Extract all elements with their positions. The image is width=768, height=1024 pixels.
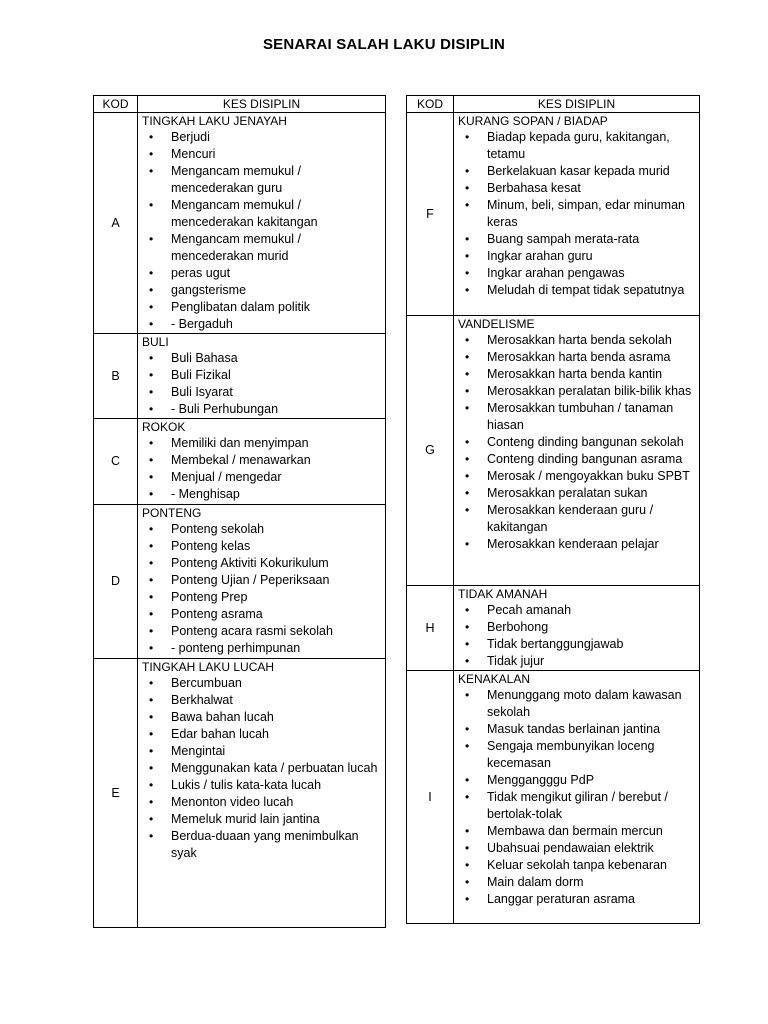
list-item: • Merosakkan harta benda sekolah — [458, 332, 695, 349]
list-item: • Ponteng asrama — [142, 606, 381, 623]
column-header-kod: KOD — [94, 96, 138, 113]
list-item: • Langgar peraturan asrama — [458, 891, 695, 908]
list-item: • Tidak mengikut giliran / berebut / bertolak-tolak — [458, 789, 695, 823]
list-item: • Tidak bertanggungjawab — [458, 636, 695, 653]
list-item: • Memiliki dan menyimpan — [142, 435, 381, 452]
table-row — [407, 586, 700, 671]
list-item: • Mengintai — [142, 743, 381, 760]
case-cell — [454, 586, 700, 671]
list-item: • - Bergaduh — [142, 316, 381, 333]
list-item: • Biadap kepada guru, kakitangan, tetamu — [458, 129, 695, 163]
table-body — [94, 113, 386, 928]
case-cell — [454, 671, 700, 924]
case-code: C — [94, 419, 138, 505]
list-item: • Berbahasa kesat — [458, 180, 695, 197]
list-item: • Merosakkan kenderaan pelajar — [458, 536, 695, 553]
table-row — [94, 419, 386, 505]
list-item: • Merosak / mengoyakkan buku SPBT — [458, 468, 695, 485]
case-cell — [454, 113, 700, 316]
list-item: • Berbohong — [458, 619, 695, 636]
case-category: TINGKAH LAKU LUCAH — [142, 660, 275, 674]
list-item: • Mengancam memukul / mencederakan guru — [142, 163, 381, 197]
case-list — [142, 521, 381, 657]
list-item: • Edar bahan lucah — [142, 726, 381, 743]
list-item: • Merosakkan peralatan bilik-bilik khas — [458, 383, 695, 400]
case-code: H — [407, 586, 454, 671]
list-item: • Penglibatan dalam politik — [142, 299, 381, 316]
list-item: • Merosakkan harta benda asrama — [458, 349, 695, 366]
case-code: I — [407, 671, 454, 924]
list-item: • Ponteng Ujian / Peperiksaan — [142, 572, 381, 589]
list-item: • Membekal / menawarkan — [142, 452, 381, 469]
list-item: • Ponteng Aktiviti Kokurikulum — [142, 555, 381, 572]
column-header-kod: KOD — [407, 96, 454, 113]
list-item: • Sengaja membunyikan loceng kecemasan — [458, 738, 695, 772]
case-category: ROKOK — [142, 420, 186, 434]
case-category: KURANG SOPAN / BIADAP — [458, 114, 608, 128]
list-item: • Main dalam dorm — [458, 874, 695, 891]
list-item: • Mencuri — [142, 146, 381, 163]
case-list — [458, 129, 695, 299]
table-row — [407, 316, 700, 586]
list-item: • Bercumbuan — [142, 675, 381, 692]
list-item: • Conteng dinding bangunan sekolah — [458, 434, 695, 451]
list-item: • Menunggang moto dalam kawasan sekolah — [458, 687, 695, 721]
list-item: • Ingkar arahan pengawas — [458, 265, 695, 282]
list-item: • Berjudi — [142, 129, 381, 146]
table-row — [407, 671, 700, 924]
table-row — [94, 659, 386, 928]
case-list — [142, 435, 381, 503]
list-item: • peras ugut — [142, 265, 381, 282]
case-category: TIDAK AMANAH — [458, 587, 548, 601]
list-item: • Menggangggu PdP — [458, 772, 695, 789]
list-item: • Memeluk murid lain jantina — [142, 811, 381, 828]
list-item: • - Menghisap — [142, 486, 381, 503]
case-list — [142, 675, 381, 862]
list-item: • Ingkar arahan guru — [458, 248, 695, 265]
list-item: • Berkelakuan kasar kepada murid — [458, 163, 695, 180]
case-category: PONTENG — [142, 506, 202, 520]
list-item: • Merosakkan tumbuhan / tanaman hiasan — [458, 400, 695, 434]
list-item: • Ponteng kelas — [142, 538, 381, 555]
list-item: • Buang sampah merata-rata — [458, 231, 695, 248]
case-list — [458, 602, 695, 670]
discipline-table-left — [93, 95, 386, 928]
list-item: • Merosakkan kenderaan guru / kakitangan — [458, 502, 695, 536]
list-item: • Berdua-duaan yang menimbulkan syak — [142, 828, 381, 862]
case-cell — [138, 334, 386, 419]
table-row — [94, 113, 386, 334]
case-cell — [138, 659, 386, 928]
table-row — [94, 505, 386, 659]
list-item: • Ponteng sekolah — [142, 521, 381, 538]
list-item: • Buli Isyarat — [142, 384, 381, 401]
list-item: • Merosakkan harta benda kantin — [458, 366, 695, 383]
case-code: F — [407, 113, 454, 316]
list-item: • - ponteng perhimpunan — [142, 640, 381, 657]
list-item: • Berkhalwat — [142, 692, 381, 709]
list-item: • Menonton video lucah — [142, 794, 381, 811]
case-cell — [138, 419, 386, 505]
list-item: • Ponteng Prep — [142, 589, 381, 606]
case-code: G — [407, 316, 454, 586]
case-cell — [138, 505, 386, 659]
list-item: • Pecah amanah — [458, 602, 695, 619]
table-row — [94, 334, 386, 419]
list-item: • Meludah di tempat tidak sepatutnya — [458, 282, 695, 299]
table-header-row — [407, 96, 700, 113]
list-item: • Keluar sekolah tanpa kebenaran — [458, 857, 695, 874]
table-row — [407, 113, 700, 316]
case-category: BULI — [142, 335, 169, 349]
list-item: • Mengancam memukul / mencederakan kakitangan — [142, 197, 381, 231]
case-list — [142, 350, 381, 418]
case-category: TINGKAH LAKU JENAYAH — [142, 114, 287, 128]
case-list — [142, 129, 381, 333]
list-item: • Tidak jujur — [458, 653, 695, 670]
page-title: SENARAI SALAH LAKU DISIPLIN — [262, 36, 506, 53]
list-item: • Membawa dan bermain mercun — [458, 823, 695, 840]
case-code: A — [94, 113, 138, 334]
column-header-kes-disiplin: KES DISIPLIN — [454, 96, 700, 113]
table-body — [407, 113, 700, 924]
list-item: • Ubahsuai pendawaian elektrik — [458, 840, 695, 857]
list-item: • Conteng dinding bangunan asrama — [458, 451, 695, 468]
list-item: • Menjual / mengedar — [142, 469, 381, 486]
list-item: • Minum, beli, simpan, edar minuman keras — [458, 197, 695, 231]
list-item: • - Buli Perhubungan — [142, 401, 381, 418]
table-header-row — [94, 96, 386, 113]
list-item: • Merosakkan peralatan sukan — [458, 485, 695, 502]
case-list — [458, 687, 695, 908]
case-category: KENAKALAN — [458, 672, 531, 686]
case-list — [458, 332, 695, 553]
case-code: B — [94, 334, 138, 419]
case-cell — [454, 316, 700, 586]
list-item: • gangsterisme — [142, 282, 381, 299]
case-code: D — [94, 505, 138, 659]
list-item: • Mengancam memukul / mencederakan murid — [142, 231, 381, 265]
list-item: • Bawa bahan lucah — [142, 709, 381, 726]
case-code: E — [94, 659, 138, 928]
list-item: • Buli Fizikal — [142, 367, 381, 384]
column-header-kes-disiplin: KES DISIPLIN — [138, 96, 386, 113]
case-category: VANDELISME — [458, 317, 535, 331]
list-item: • Masuk tandas berlainan jantina — [458, 721, 695, 738]
list-item: • Buli Bahasa — [142, 350, 381, 367]
list-item: • Lukis / tulis kata-kata lucah — [142, 777, 381, 794]
case-cell — [138, 113, 386, 334]
list-item: • Ponteng acara rasmi sekolah — [142, 623, 381, 640]
list-item: • Menggunakan kata / perbuatan lucah — [142, 760, 381, 777]
discipline-table-right — [406, 95, 700, 924]
